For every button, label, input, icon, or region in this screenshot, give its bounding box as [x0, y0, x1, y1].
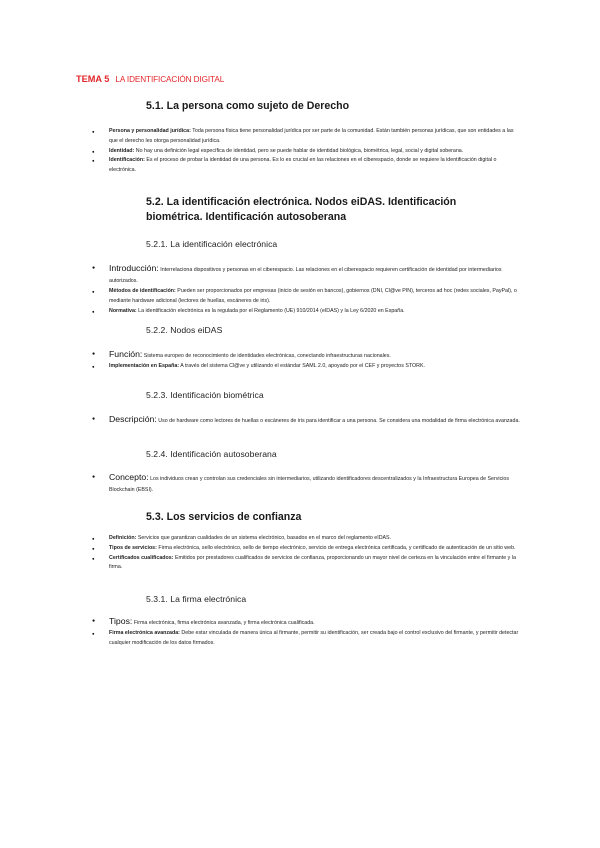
item-term: Descripción:: [109, 414, 157, 424]
section-5-2-2-list: [93, 349, 523, 372]
item-text: Debe estar vinculada de manera única al firmante, permitir su identificación, ser creada bajo el control exclusivo del firmante, y permitir detectar cualquier modificación de los datos firmados.: [109, 630, 519, 646]
section-5-2-title: 5.2. La identificación electrónica. Nodos eiDAS. Identificación biométrica. Identificación autosoberana: [146, 196, 457, 223]
section-5-2-4-title: 5.2.4. Identificación autosoberana: [146, 449, 277, 459]
list-item: [93, 472, 523, 496]
item-term: Métodos de identificación:: [109, 288, 176, 294]
chapter-heading: [76, 74, 224, 84]
item-text: La identificación electrónica es la regulada por el Reglamento (UE) 910/2014 (eIDAS) y la Ley 6/2020 en España.: [136, 307, 405, 314]
item-term: Normativa:: [109, 307, 137, 314]
item-text: No hay una definición legal específica de identidad, pero se puede hablar de identidad biológica, biométrica, legal, social y digital soberana.: [134, 147, 464, 154]
item-text: Firma electrónica, sello electrónico, sello de tiempo electrónico, servicio de entrega electrónica certificada, y certificado de autenticación de un sitio web.: [156, 544, 516, 551]
list-item: [93, 616, 523, 629]
section-5-2-1-title: 5.2.1. La identificación electrónica: [146, 239, 278, 249]
list-item: [93, 362, 523, 372]
section-5-1-title: 5.1. La persona como sujeto de Derecho: [146, 100, 350, 112]
item-text: Firma electrónica, firma electrónica avanzada, y firma electrónica cualificada.: [132, 620, 315, 626]
list-item: [93, 127, 523, 147]
section-5-2-3-list: [93, 414, 523, 427]
section-5-2-4-list: [93, 472, 523, 496]
item-text: Toda persona física tiene personalidad jurídica por ser parte de la comunidad. Están también personas jurídicas, que son entidades a las que el derecho les otorga personalidad jurídica.: [109, 128, 514, 144]
section-5-2-2-title: 5.2.2. Nodos eiDAS: [146, 325, 223, 335]
item-term: Concepto:: [109, 472, 149, 482]
list-item: [93, 414, 523, 427]
list-item: [93, 629, 523, 649]
section-5-3-list: [93, 534, 523, 573]
list-item: [93, 156, 523, 176]
chapter-title: LA IDENTIFICACIÓN DIGITAL: [115, 75, 225, 84]
item-text: Servicios que garantizan cualidades de un sistema electrónico, basados en el marco del reglamento eIDAS.: [136, 535, 392, 541]
list-item: [93, 263, 523, 287]
section-5-2-1-list: [93, 263, 523, 316]
item-term: Firma electrónica avanzada:: [109, 630, 180, 636]
section-5-3-1-list: [93, 616, 523, 649]
item-text: Pueden ser proporcionados por empresas (inicio de sesión en bancos), gobiernos (DNI, Cl@ve PIN), terceros ad hoc (redes sociales, PayPal), o mediante hardware adicional (lectores de huellas, escáneres de iris).: [109, 288, 517, 304]
section-5-2-3-title: 5.2.3. Identificación biométrica: [146, 390, 264, 400]
item-term: Introducción:: [109, 263, 159, 273]
item-term: Implementación en España:: [109, 363, 180, 369]
item-text: Emitidos por prestadores cualificados de servicios de confianza, proporcionando un mayor nivel de certeza en la vinculación entre el firmante y la firma.: [109, 554, 516, 571]
item-term: Persona y personalidad jurídica:: [109, 128, 191, 134]
item-text: Los individuos crean y controlan sus credenciales sin intermediarios, utilizando identificadores descentralizados y la Infraestructura Europea de Servicios Blockchain (EBSI).: [109, 476, 509, 493]
list-item: [93, 147, 523, 157]
section-5-1-list: [93, 127, 523, 176]
item-text: Sistema europeo de reconocimiento de identidades electrónicas, conectando infraestructuras nacionales.: [142, 353, 391, 359]
list-item: [93, 554, 523, 574]
chapter-number: TEMA 5: [76, 74, 110, 84]
list-item: [93, 287, 523, 307]
item-text: Interrelaciona dispositivos y personas en el ciberespacio. Las relaciones en el ciberespacio requieren certificación de identidad por intermediarios autorizados.: [109, 267, 502, 284]
list-item: [93, 307, 523, 317]
item-term: Función:: [109, 349, 143, 359]
item-term: Definición:: [109, 535, 137, 541]
section-5-3-title: 5.3. Los servicios de confianza: [146, 511, 302, 523]
item-text: Es el proceso de probar la identidad de una persona. Es lo es crucial en las relaciones en el ciberespacio, donde se requiere la identificación digital o electrónica.: [109, 157, 497, 174]
list-item: [93, 544, 523, 554]
item-text: A través del sistema Cl@ve y utilizando el estándar SAML 2.0, apoyado por el CEF y proyectos STORK.: [179, 363, 425, 369]
item-text: Uso de hardware como lectores de huellas o escáneres de iris para identificar a una persona. Se considera una modalidad de firma electrónica avanzada.: [156, 418, 520, 424]
item-term: Identidad:: [109, 147, 135, 154]
item-term: Identificación:: [109, 157, 145, 164]
list-item: [93, 349, 523, 362]
section-5-3-1-title: 5.3.1. La firma electrónica: [146, 594, 247, 604]
list-item: [93, 534, 523, 544]
item-term: Tipos de servicios:: [109, 544, 157, 551]
item-term: Tipos:: [109, 616, 133, 626]
item-term: Certificados cualificados:: [109, 554, 174, 561]
